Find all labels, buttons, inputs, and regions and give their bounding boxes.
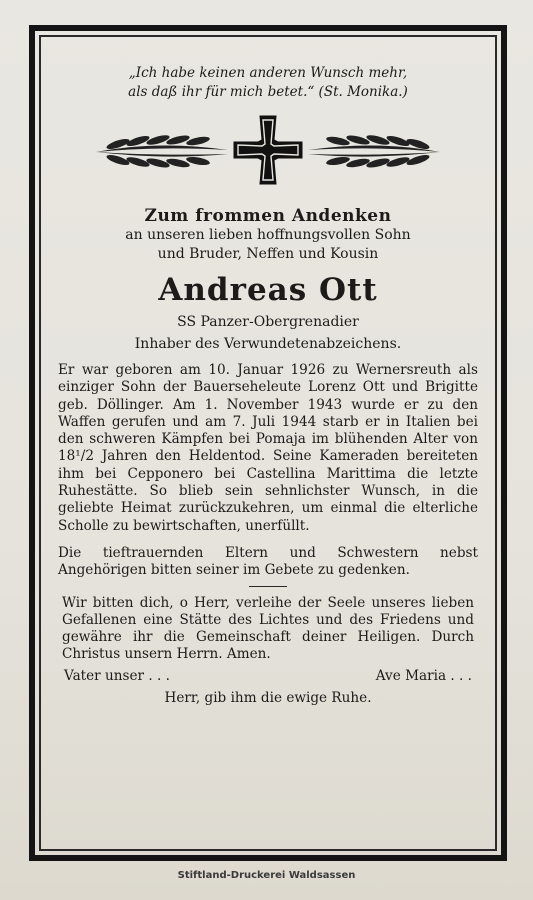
dedication-line-1: an unseren lieben hoffnungsvollen Sohn [125, 227, 411, 243]
prayer-paragraph: Wir bitten dich, o Herr, verleihe der Seele unseres lieben Gefallenen eine Stätte des Lichtes und des Friedens und gewähre ihr die Gemeinschaft deiner Heiligen. Durch Christus unsern Herrn. Amen. [62, 594, 474, 663]
motto-line-1: „Ich habe keinen anderen Wunsch mehr, [128, 65, 408, 81]
card-content [58, 52, 478, 706]
military-rank: SS Panzer-Obergrenadier [177, 314, 359, 330]
iron-cross-laurel-icon [88, 110, 448, 188]
motto-line-2: als daß ihr für mich betet.“ (St. Monika.) [128, 84, 408, 100]
printer-imprint: Stiftland-Druckerei Waldsassen [177, 870, 356, 881]
prayers-row [58, 668, 478, 684]
our-father-text: Vater unser . . . [64, 667, 170, 684]
motto-quote [58, 64, 478, 102]
family-note-paragraph: Die tieftrauernden Eltern und Schwestern nebst Angehörigen bitten seiner im Gebete zu gedenken. [58, 544, 478, 579]
deceased-name: Andreas Ott [158, 272, 378, 308]
hail-mary-text: Ave Maria . . . [375, 667, 472, 684]
divider-line [249, 586, 287, 587]
iron-cross-ornament [58, 110, 478, 190]
award-line: Inhaber des Verwundetenabzeichens. [134, 336, 402, 352]
dedication-line-2: und Bruder, Neffen und Kousin [157, 246, 379, 262]
closing-line: Herr, gib ihm die ewige Ruhe. [164, 689, 372, 706]
biography-paragraph: Er war geboren am 10. Januar 1926 zu Wernersreuth als einziger Sohn der Bauerseheleute Lorenz Ott und Brigitte geb. Döllinger. Am 1. November 1943 wurde er zu den Waffen gerufen und am 7. Juli 1944 starb er in Italien bei den schweren Kämpfen bei Pomaja im blühenden Alter von 18¹/2 Jahren den Heldentod. Seine Kameraden bereiteten ihm bei Cepponero bei Castellina Marittima die letzte Ruhestätte. So blieb sein sehnlichster Wunsch, in die geliebte Heimat zurückzukehren, um einmal die elterliche Scholle zu bewirtschaften, unerfüllt. [58, 362, 478, 534]
heading: Zum frommen Andenken [144, 206, 392, 226]
